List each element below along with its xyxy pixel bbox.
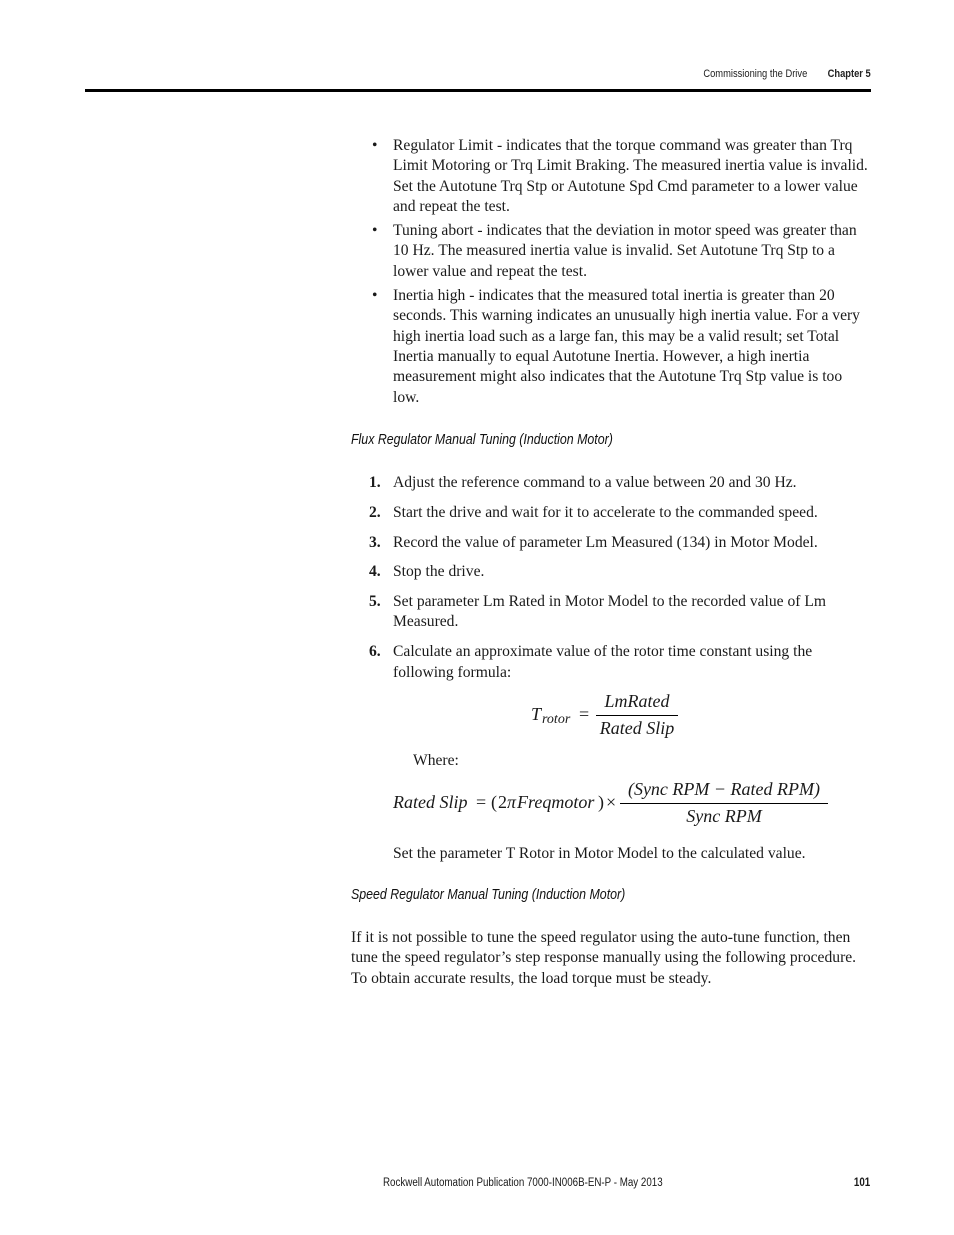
- step-text: Start the drive and wait for it to accelerate to the commanded speed.: [393, 503, 818, 521]
- step-number: 3.: [369, 533, 381, 551]
- formula-equals: =: [476, 792, 487, 812]
- fraction-bar: [596, 715, 678, 716]
- step-item: [369, 592, 871, 633]
- flux-regulator-heading: Flux Regulator Manual Tuning (Induction Motor): [351, 432, 613, 448]
- footer-publication: Rockwell Automation Publication 7000-IN006B-EN-P - May 2013: [383, 1177, 663, 1189]
- header-section-title: Commissioning the Drive: [703, 68, 807, 80]
- bullet-dot: •: [372, 287, 378, 305]
- formula-open-paren: (: [491, 792, 497, 812]
- formula-pi: π: [507, 792, 517, 812]
- step-text: Stop the drive.: [393, 563, 485, 581]
- formula-lhs-symbol: T: [531, 704, 542, 724]
- formula-lhs: Rated Slip: [393, 792, 468, 812]
- bullet-item-inertia-high: [371, 286, 871, 408]
- formula-equals: =: [579, 704, 590, 724]
- formula-two: 2: [498, 792, 507, 812]
- step-number: 6.: [369, 643, 381, 661]
- step-text: Set parameter Lm Rated in Motor Model to the recorded value of Lm Measured.: [393, 593, 827, 631]
- step-item: [369, 473, 871, 493]
- step-number: 1.: [369, 474, 381, 491]
- bullet-item-regulator-limit: [371, 136, 871, 217]
- set-trotor-instruction: Set the parameter T Rotor in Motor Model to the calculated value.: [393, 845, 806, 862]
- step-item: [369, 503, 871, 523]
- header-chapter-label: Chapter 5: [827, 68, 871, 80]
- page-number: 101: [853, 1177, 870, 1189]
- where-label: Where:: [413, 752, 459, 769]
- bullet-dot: •: [372, 137, 378, 154]
- bullet-text: Tuning abort - indicates that the deviation in motor speed was greater than 10 Hz. The measured inertia value is invalid. Set Autotune Trq Stp to a lower value and repeat the test.: [393, 222, 857, 280]
- step-item: [369, 533, 871, 553]
- step-number: 2.: [369, 503, 381, 521]
- step-text: Adjust the reference command to a value between 20 and 30 Hz.: [393, 474, 797, 491]
- page-header: [85, 66, 871, 92]
- formula-freq: Freqmotor: [517, 792, 595, 812]
- step-number: 5.: [369, 593, 381, 611]
- formula-numerator: LmRated: [604, 691, 670, 711]
- warning-bullet-list: [371, 136, 871, 412]
- step-item: [369, 642, 871, 683]
- formula-denominator: Sync RPM: [686, 806, 762, 826]
- step-text: Record the value of parameter Lm Measured (134) in Motor Model.: [393, 533, 818, 551]
- fraction-bar: [620, 803, 828, 804]
- step-item: [369, 562, 871, 582]
- formula-denominator: Rated Slip: [599, 718, 675, 738]
- formula-lhs-subscript: rotor: [542, 712, 571, 727]
- step-text: Calculate an approximate value of the rotor time constant using the following formula:: [393, 643, 813, 681]
- step-number: 4.: [369, 563, 381, 581]
- bullet-text: Regulator Limit - indicates that the torque command was greater than Trq Limit Motoring or Trq Limit Braking. The measured inertia value is invalid. Set the Autotune Trq Stp or Autotune Spd Cmd parameter to a lower value and repeat the test.: [393, 137, 868, 215]
- formula-close-paren: ): [598, 792, 604, 812]
- header-rule: [85, 89, 871, 92]
- speed-regulator-paragraph: If it is not possible to tune the speed regulator using the auto-tune function, then tune the speed regulator’s step response manually using the following procedure. To obtain accurate results, the load torque must be steady.: [351, 929, 857, 987]
- bullet-item-tuning-abort: [371, 221, 871, 282]
- bullet-text: Inertia high - indicates that the measured total inertia is greater than 20 seconds. This warning indicates an unusually high inertia value. For a very high inertia load such as a large fan, this may be a valid result; set Total Inertia manually to equal Autotune Inertia. However, a high inertia measurement might also indicates that the Autotune Trq Stp value is too low.: [393, 287, 860, 406]
- formula-numerator: (Sync RPM − Rated RPM): [627, 779, 821, 799]
- formula-times: ×: [606, 792, 617, 812]
- bullet-dot: •: [372, 222, 378, 240]
- speed-regulator-heading: Speed Regulator Manual Tuning (Induction Motor): [351, 887, 626, 903]
- procedure-steps: [369, 473, 871, 692]
